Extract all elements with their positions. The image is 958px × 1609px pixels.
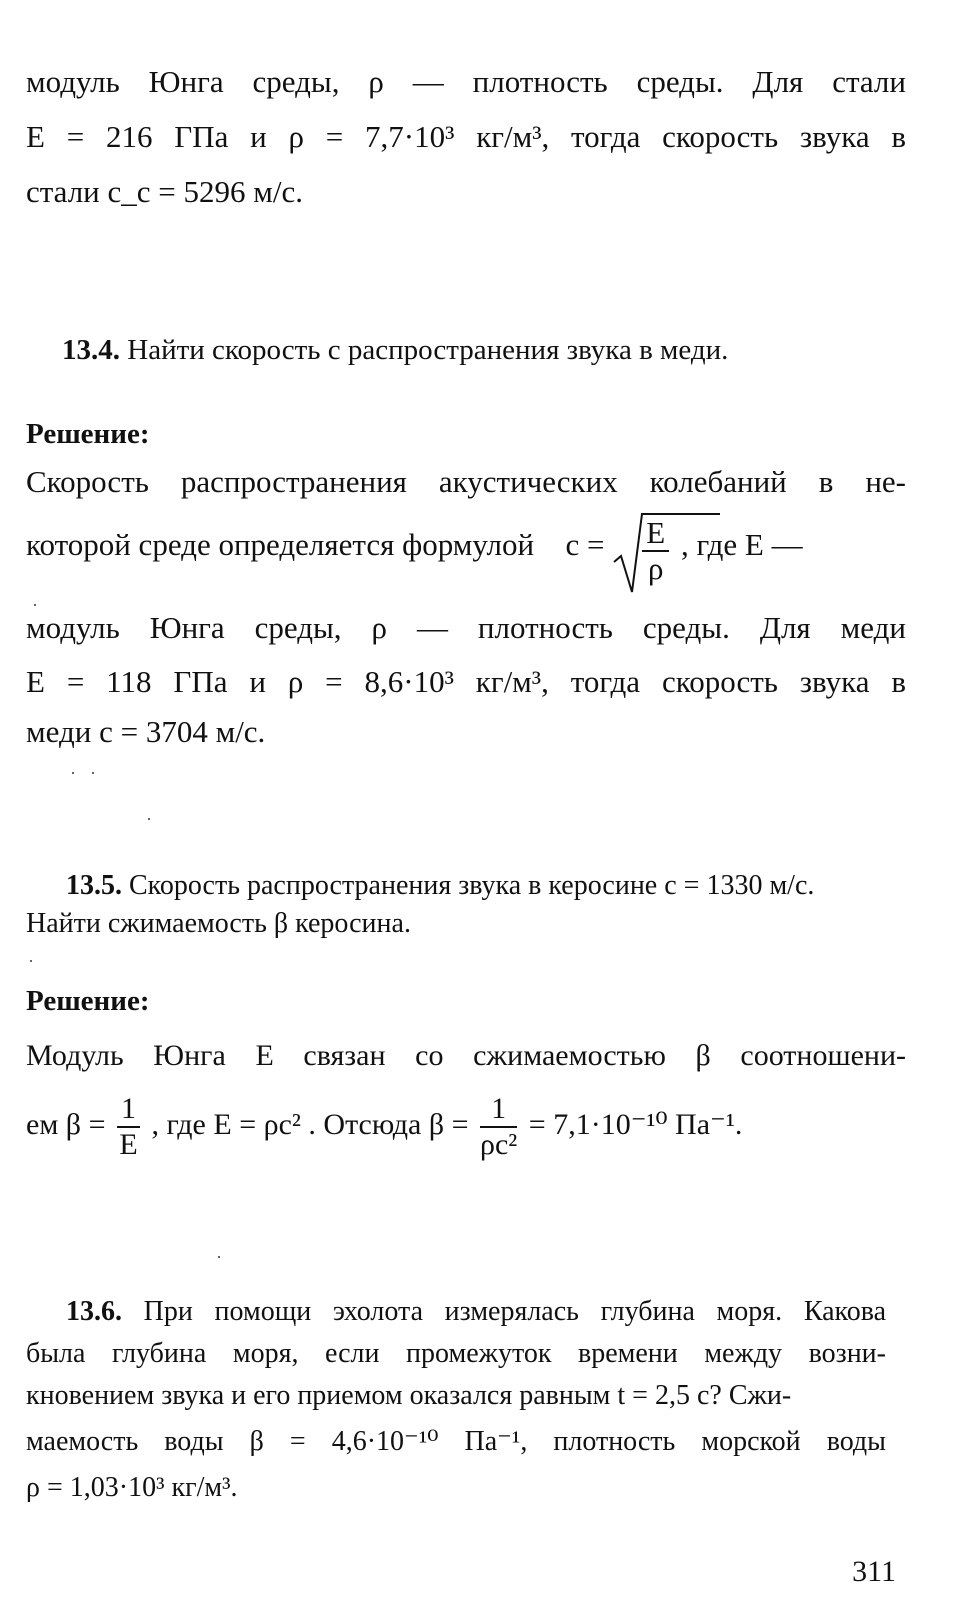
text-fragment: ем β =: [26, 1107, 106, 1141]
numerator: E: [642, 516, 669, 552]
sqrt-sign-icon: [612, 510, 722, 596]
text-line: E = 216 ГПа и ρ = 7,7·10³ кг/м³, тогда скорость звука в: [26, 119, 906, 154]
text-line: ρ = 1,03·10³ кг/м³.: [26, 1472, 238, 1503]
text-fragment: = 7,1·10⁻¹⁰ Па⁻¹.: [528, 1107, 743, 1141]
problem-number: 13.4.: [62, 334, 120, 366]
problem-13-4-statement: [62, 330, 942, 370]
denominator: ρ: [648, 551, 664, 586]
fraction: [480, 1092, 517, 1162]
scan-speck: [30, 960, 32, 962]
denominator: ρc²: [480, 1128, 518, 1161]
problem-text: Найти скорость c распространения звука в меди.: [127, 334, 729, 366]
page-number: 311: [852, 1555, 896, 1588]
text-fragment: , где E = ρc² . Отсюда β =: [151, 1107, 469, 1141]
scan-speck: [218, 1256, 220, 1258]
text-line: Найти сжимаемость β керосина.: [26, 908, 411, 939]
problem-text: Скорость распространения звука в керосине c = 1330 м/с.: [129, 870, 815, 901]
numerator: 1: [117, 1092, 140, 1128]
formula-line: [26, 510, 906, 600]
scan-speck: [92, 772, 94, 774]
denominator: E: [119, 1128, 138, 1161]
text-line: модуль Юнга среды, ρ — плотность среды. Для стали: [26, 64, 906, 99]
fraction: [117, 1092, 140, 1162]
text-line: Скорость распространения акустических колебаний в не-: [26, 464, 906, 499]
solution-heading: Решение:: [26, 418, 150, 450]
scan-speck: [72, 772, 74, 774]
text-fragment: которой среде определяется формулой: [26, 527, 535, 563]
problem-number: 13.6.: [66, 1296, 122, 1327]
formula-lhs: c =: [565, 527, 605, 563]
formula-line: [26, 1092, 906, 1182]
text-line: модуль Юнга среды, ρ — плотность среды. Для меди: [26, 610, 906, 645]
text-line: кновением звука и его приемом оказался равным t = 2,5 с? Сжи-: [26, 1380, 792, 1411]
text-fragment: , где E —: [680, 527, 803, 563]
problem-text: При помощи эхолота измерялась глубина моря. Какова: [143, 1296, 887, 1327]
numerator: 1: [480, 1092, 517, 1128]
text-line: меди c = 3704 м/с.: [26, 714, 266, 749]
text-line: E = 118 ГПа и ρ = 8,6·10³ кг/м³, тогда скорость звука в: [26, 664, 906, 699]
text-line: была глубина моря, если промежуток времени между возни-: [26, 1338, 886, 1369]
problem-13-5-statement: [66, 866, 906, 906]
problem-13-6-statement: [66, 1292, 886, 1332]
sqrt-formula: [612, 510, 673, 586]
scan-speck: [34, 604, 36, 606]
text-line: маемость воды β = 4,6·10⁻¹⁰ Па⁻¹, плотность морской воды: [26, 1426, 886, 1457]
problem-number: 13.5.: [66, 870, 122, 901]
text-line: Модуль Юнга E связан со сжимаемостью β соотношени-: [26, 1039, 906, 1072]
solution-heading: Решение:: [26, 985, 150, 1017]
scan-speck: [148, 818, 150, 820]
text-line: стали c_c = 5296 м/с.: [26, 174, 304, 209]
